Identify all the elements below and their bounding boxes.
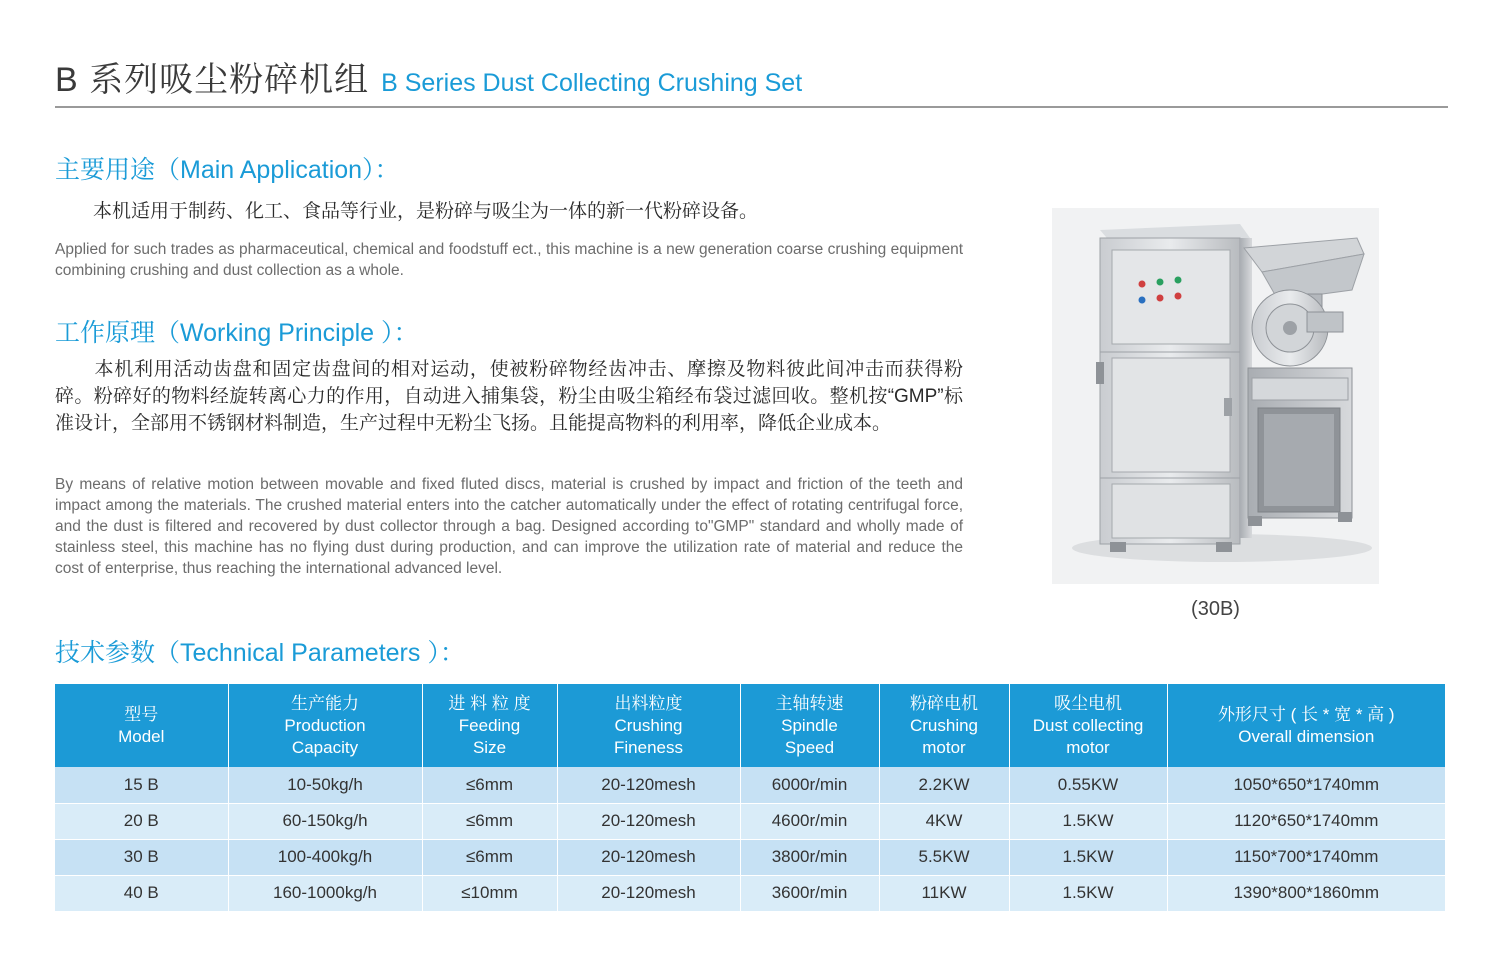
cell-capacity: 100-400kg/h	[228, 839, 422, 875]
application-text-zh: 本机适用于制药、化工、食品等行业，是粉碎与吸尘为一体的新一代粉碎设备。	[55, 201, 759, 222]
cell-feeding-size: ≤10mm	[422, 875, 557, 911]
table-row	[55, 875, 1445, 911]
principle-heading: 工作原理（Working Principle ）：	[55, 319, 419, 347]
principle-text-zh: 本机利用活动齿盘和固定齿盘间的相对运动，使被粉碎物经齿冲击、摩擦及物料彼此间冲击而获得粉碎。粉碎好的物料经旋转离心力的作用，自动进入捕集袋，粉尘由吸尘箱经布袋过滤回收。整机按“GMP”标准设计，全部用不锈钢材料制造，生产过程中无粉尘飞扬。且能提高物料的利用率，降低企业成本。	[55, 359, 963, 434]
cell-fineness: 20-120mesh	[557, 767, 740, 803]
application-heading: 主要用途（Main Application）：	[55, 156, 400, 184]
machine-illustration	[1052, 208, 1379, 584]
table-row	[55, 767, 1445, 803]
cell-model: 40 B	[55, 875, 228, 911]
cell-fineness: 20-120mesh	[557, 875, 740, 911]
cell-model: 30 B	[55, 839, 228, 875]
cell-spindle-speed: 4600r/min	[740, 803, 879, 839]
application-text-en: Applied for such trades as pharmaceutical, chemical and foodstuff ect., this machine is a new generation coarse crushing equipment combining crushing and dust collection as a whole.	[55, 241, 963, 279]
header-crushing-motor: 粉碎电机 Crushing motor	[879, 684, 1009, 767]
cell-dust-motor: 0.55KW	[1009, 767, 1167, 803]
principle-text-en: By means of relative motion between movable and fixed fluted discs, material is crushed by impact and friction of the teeth and impact among the materials. The crushed material enters into the catcher automatically under the effect of rotating centrifugal force, and the dust is filtered and recovered by dust collector through a bag. Designed according to"GMP" standard and wholly made of stainless steel, this machine has no flying dust during production, and can improve the utilization rate of material and reduce the cost of enterprise, thus reaching the international advanced level.	[55, 476, 963, 577]
cell-crushing-motor: 5.5KW	[879, 839, 1009, 875]
title-chinese: B 系列吸尘粉碎机组	[55, 61, 370, 99]
parameters-heading: 技术参数（Technical Parameters ）：	[55, 639, 465, 667]
machine-caption: (30B)	[1191, 598, 1240, 620]
cell-dust-motor: 1.5KW	[1009, 875, 1167, 911]
cell-capacity: 10-50kg/h	[228, 767, 422, 803]
cell-fineness: 20-120mesh	[557, 839, 740, 875]
table-header-row	[55, 684, 1445, 767]
header-spindle-speed: 主轴转速 Spindle Speed	[740, 684, 879, 767]
parameters-table	[55, 684, 1445, 912]
cell-crushing-motor: 4KW	[879, 803, 1009, 839]
header-capacity: 生产能力 Production Capacity	[228, 684, 422, 767]
cell-spindle-speed: 3600r/min	[740, 875, 879, 911]
cell-model: 20 B	[55, 803, 228, 839]
cell-feeding-size: ≤6mm	[422, 803, 557, 839]
cell-dust-motor: 1.5KW	[1009, 839, 1167, 875]
cell-spindle-speed: 3800r/min	[740, 839, 879, 875]
cell-capacity: 160-1000kg/h	[228, 875, 422, 911]
title-english: B Series Dust Collecting Crushing Set	[381, 69, 803, 97]
cell-dimension: 1150*700*1740mm	[1167, 839, 1445, 875]
cell-spindle-speed: 6000r/min	[740, 767, 879, 803]
page-title	[55, 52, 802, 101]
cell-dimension: 1120*650*1740mm	[1167, 803, 1445, 839]
cell-feeding-size: ≤6mm	[422, 767, 557, 803]
cell-crushing-motor: 11KW	[879, 875, 1009, 911]
machine-image	[1052, 208, 1379, 584]
title-divider	[55, 106, 1448, 108]
cell-dust-motor: 1.5KW	[1009, 803, 1167, 839]
cell-capacity: 60-150kg/h	[228, 803, 422, 839]
cell-dimension: 1390*800*1860mm	[1167, 875, 1445, 911]
cell-crushing-motor: 2.2KW	[879, 767, 1009, 803]
cell-dimension: 1050*650*1740mm	[1167, 767, 1445, 803]
header-fineness: 出料粒度 Crushing Fineness	[557, 684, 740, 767]
header-feeding-size: 进 料 粒 度 Feeding Size	[422, 684, 557, 767]
cell-model: 15 B	[55, 767, 228, 803]
header-dimension: 外形尺寸 ( 长 * 宽 * 高 ) Overall dimension	[1167, 684, 1445, 767]
cell-feeding-size: ≤6mm	[422, 839, 557, 875]
table-row	[55, 803, 1445, 839]
table-row	[55, 839, 1445, 875]
header-model: 型号 Model	[55, 684, 228, 767]
header-dust-motor: 吸尘电机 Dust collecting motor	[1009, 684, 1167, 767]
cell-fineness: 20-120mesh	[557, 803, 740, 839]
